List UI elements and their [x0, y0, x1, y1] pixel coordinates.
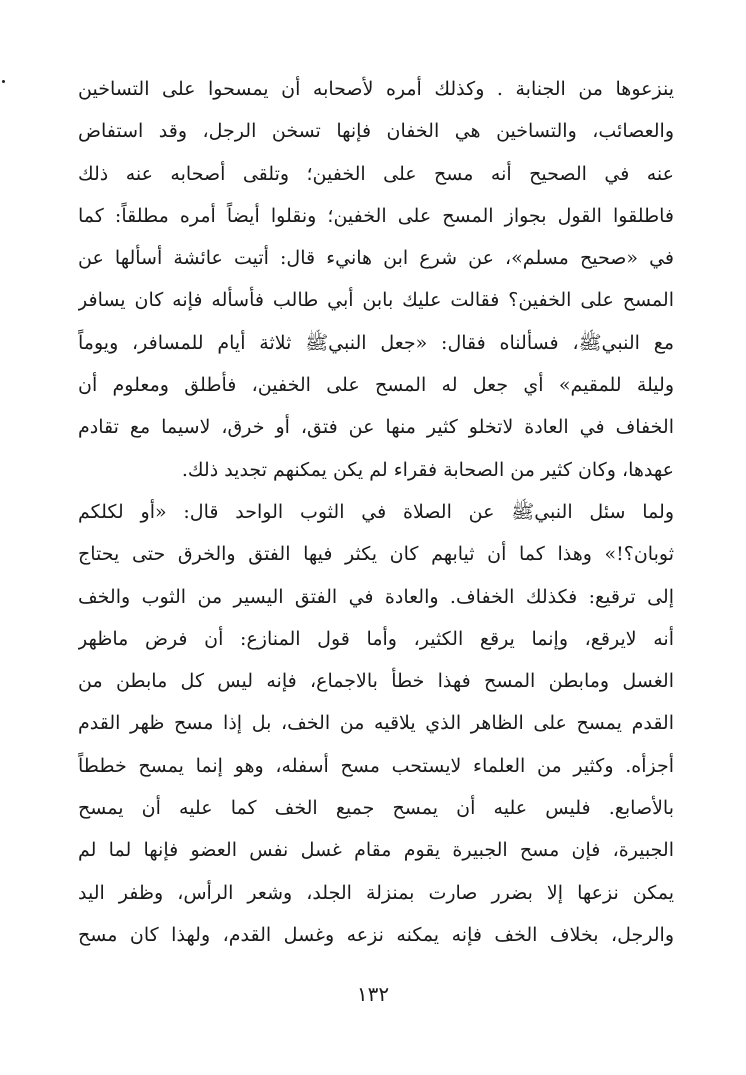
margin-dot: [2, 80, 5, 83]
text-line: بالأصابع. فليس عليه أن يمسح جميع الخف كما عليه أن يمسح: [78, 797, 674, 820]
text-line: الخفاف في العادة لاتخلو كثير منها عن فتق، أو خرق، لاسيما مع تقادم: [78, 416, 674, 439]
text-line: والعصائب، والتساخين هي الخفان فإنها تسخن الرجل، وقد استفاض: [78, 120, 674, 143]
text-line: أجزأه. وكثير من العلماء لايستحب مسح أسفله، وهو إنما يمسح خططاً: [78, 754, 674, 777]
text-line: عنه في الصحيح أنه مسح على الخفين؛ وتلقى أصحابه عنه ذلك: [78, 162, 674, 185]
text-line: القدم يمسح على الظاهر الذي يلاقيه من الخف، بل إذا مسح ظهر القدم: [78, 712, 674, 735]
text-line: في «صحيح مسلم»، عن شرع ابن هانيء قال: أتيت عائشة أسألها عن: [78, 247, 674, 270]
text-line: ولما سئل النبيﷺ عن الصلاة في الثوب الواحد قال: «أو لكلكم: [78, 500, 674, 523]
text-line: وليلة للمقيم» أي جعل له المسح على الخفين، فأطلق ومعلوم أن: [78, 374, 674, 397]
text-line: المسح على الخفين؟ فقالت عليك بابن أبي طالب فأسأله فإنه كان يسافر: [78, 289, 674, 312]
text-line: الغسل ومابطن المسح فهذا خطأ بالاجماع، فإنه ليس كل مابطن من: [78, 670, 674, 693]
text-line: ينزعوها من الجنابة . وكذلك أمره لأصحابه أن يمسحوا على التساخين: [78, 78, 674, 100]
text-line: أنه لايرقع، وإنما يرقع الكثير، وأما قول المنازع: أن فرض ماظهر: [78, 627, 674, 650]
text-line: يمكن نزعها إلا بضرر صارت بمنزلة الجلد، وشعر الرأس، وظفر اليد: [78, 881, 674, 904]
text-line: فاطلقوا القول بجواز المسح على الخفين؛ ونقلوا أيضاً أمره مطلقاً: كما: [78, 204, 674, 227]
text-line: إلى ترقيع: فكذلك الخفاف. والعادة في الفتق اليسير من الثوب والخف: [78, 585, 674, 608]
text-line: ثوبان؟!» وهذا كما أن ثيابهم كان يكثر فيها الفتق والخرق حتى يحتاج: [78, 543, 674, 566]
body-text: [78, 68, 674, 956]
text-line: عهدها، وكان كثير من الصحابة فقراء لم يكن يمكنهم تجديد ذلك.: [181, 458, 674, 481]
page-number: ١٣٢: [356, 982, 390, 1006]
text-line: والرجل، بخلاف الخف فإنه يمكنه نزعه وغسل القدم، ولهذا كان مسح: [78, 923, 674, 946]
text-line: مع النبيﷺ، فسألناه فقال: «جعل النبيﷺ ثلاثة أيام للمسافر، ويوماً: [78, 331, 674, 354]
text-line: الجبيرة، فإن مسح الجبيرة يقوم مقام غسل نفس العضو فإنها لما لم: [78, 839, 674, 862]
